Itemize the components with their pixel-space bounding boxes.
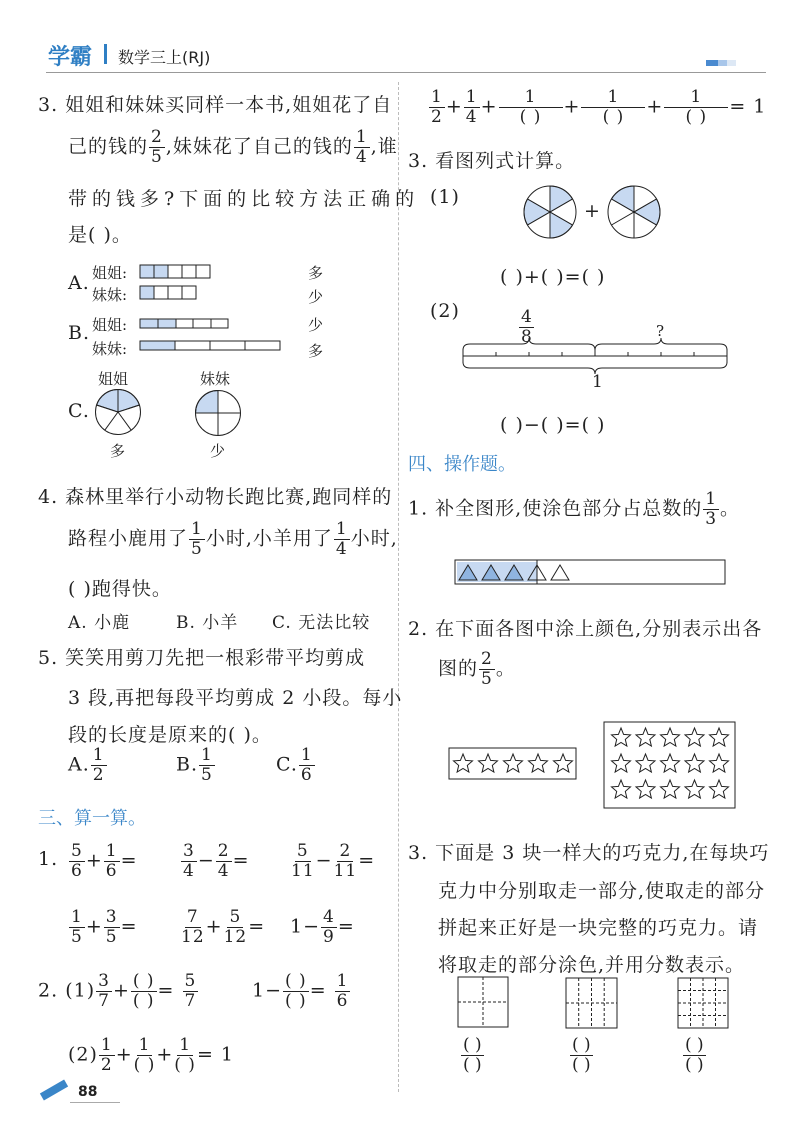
q5-line3: 段的长度是原来的( )。 bbox=[68, 724, 272, 746]
star-shape bbox=[504, 754, 523, 772]
q5-line2: 3 段,再把每段平均剪成 2 小段。每小 bbox=[68, 687, 403, 709]
calc-label: 1. bbox=[38, 848, 59, 870]
brand-logo: 学霸 bbox=[48, 45, 93, 70]
label-more: 多 bbox=[110, 442, 126, 460]
blanks-row-1[interactable]: ( )+( )=( ) bbox=[500, 266, 606, 288]
question-mark: ? bbox=[656, 322, 665, 340]
label-more: 多 bbox=[308, 264, 324, 282]
plus-sign: + bbox=[584, 200, 601, 222]
calc-expression: $\frac{1}{5}$ + $\frac{3}{5}$ = bbox=[71, 907, 138, 947]
blank-input[interactable]: ( ) bbox=[133, 1055, 156, 1075]
star-shape bbox=[454, 754, 473, 772]
blank-input[interactable]: ( ) bbox=[132, 991, 155, 1011]
right-equation: $\frac{1}{2}$ + $\frac{1}{4}$ + $\frac{1}{( )}$ + $\frac{1}{( )}$ + $\frac{1}{( )}$ = 1 bbox=[431, 87, 767, 127]
q4-option-c[interactable]: C. 无法比较 bbox=[272, 613, 371, 633]
star-shape bbox=[710, 780, 729, 798]
q5-option-b[interactable]: B. $\frac{1}{5}$ bbox=[176, 745, 213, 785]
part-2-label: (2) bbox=[430, 300, 460, 322]
calc-expression: 1− $\frac{4}{9}$ = bbox=[290, 907, 355, 947]
q2-2: (2) $\frac{1}{2}$ + $\frac{1}{( )}$ + $\frac{1}{( )}$ = 1 bbox=[68, 1035, 234, 1075]
whole-label: 1 bbox=[592, 372, 603, 392]
part-1-label: (1) bbox=[430, 186, 460, 208]
star-shape bbox=[685, 728, 704, 746]
answer-fraction-3[interactable]: $\frac{( )}{( )}$ bbox=[685, 1035, 704, 1075]
blank-input[interactable]: ( ) bbox=[174, 1055, 196, 1075]
q4-line3: ( )跑得快。 bbox=[68, 578, 172, 600]
label-less: 少 bbox=[308, 288, 324, 306]
calc-expression: $\frac{5}{11}$ − $\frac{2}{11}$ = bbox=[291, 841, 376, 881]
label-meimei: 妹妹: bbox=[92, 340, 128, 358]
section-3-heading: 三、算一算。 bbox=[38, 808, 146, 829]
label-jiejie: 姐姐: bbox=[92, 316, 128, 334]
q4-line2: 路程小鹿用了 $\frac{1}{5}$ 小时,小羊用了 $\frac{1}{4}$ 小时, bbox=[68, 519, 398, 559]
star-shape bbox=[636, 728, 655, 746]
star-shape bbox=[554, 754, 573, 772]
star-shape bbox=[636, 780, 655, 798]
star-shape bbox=[612, 728, 631, 746]
label-less: 少 bbox=[308, 316, 324, 334]
blank-input[interactable]: ( ) bbox=[285, 971, 307, 991]
label-meimei: 妹妹: bbox=[92, 286, 128, 304]
star-shape bbox=[636, 754, 655, 772]
star-shape bbox=[710, 728, 729, 746]
q4-option-a[interactable]: A. 小鹿 bbox=[68, 613, 131, 633]
op3-line1: 3. 下面是 3 块一样大的巧克力,在每块巧 bbox=[408, 842, 770, 864]
q2-1: 2. (1) $\frac{3}{7}$ + $\frac{( )}{( )}$ = $\frac{5}{7}$ bbox=[38, 971, 197, 1011]
book-title: 数学三上(RJ) bbox=[118, 48, 211, 67]
option-b-label[interactable]: B. bbox=[68, 322, 91, 344]
star-shape bbox=[685, 780, 704, 798]
q5-option-a[interactable]: A. $\frac{1}{2}$ bbox=[68, 745, 105, 785]
page-number: 88 bbox=[78, 1084, 98, 1100]
r-q3-heading: 3. 看图列式计算。 bbox=[408, 150, 576, 172]
star-shape bbox=[479, 754, 498, 772]
star-shape bbox=[685, 754, 704, 772]
star-shape bbox=[661, 728, 680, 746]
q4-option-b[interactable]: B. 小羊 bbox=[176, 613, 239, 633]
star-shape bbox=[661, 754, 680, 772]
label-less: 少 bbox=[210, 442, 226, 460]
answer-fraction-1[interactable]: $\frac{( )}{( )}$ bbox=[463, 1035, 482, 1075]
blank-input[interactable]: ( ) bbox=[685, 107, 708, 127]
q2-1b: 1− $\frac{( )}{( )}$ = $\frac{1}{6}$ bbox=[252, 971, 349, 1011]
fraction-4-8: $\frac{4}{8}$ bbox=[521, 307, 532, 347]
calc-expression: $\frac{5}{6}$ + $\frac{1}{6}$ = bbox=[71, 841, 138, 881]
blank-input[interactable]: ( ) bbox=[132, 971, 155, 991]
blank-input[interactable]: ( ) bbox=[285, 991, 307, 1011]
label-jiejie: 姐姐 bbox=[98, 370, 129, 388]
star-shape bbox=[529, 754, 548, 772]
blanks-row-2[interactable]: ( )−( )=( ) bbox=[500, 414, 606, 436]
op2-line1: 2. 在下面各图中涂上颜色,分别表示出各 bbox=[408, 618, 763, 640]
q3-line1: 3. 姐姐和妹妹买同样一本书,姐姐花了自 bbox=[38, 94, 393, 116]
calc-expression: $\frac{3}{4}$ − $\frac{2}{4}$ = bbox=[183, 841, 250, 881]
q4-line1: 4. 森林里举行小动物长跑比赛,跑同样的 bbox=[38, 486, 393, 508]
calc-expression: $\frac{7}{12}$ + $\frac{5}{12}$ = bbox=[181, 907, 266, 947]
blank-input[interactable]: ( ) bbox=[519, 107, 542, 127]
q3-line4: 是( )。 bbox=[68, 224, 132, 246]
op1-text: 1. 补全图形,使涂色部分占总数的 $\frac{1}{3}$ 。 bbox=[408, 489, 741, 529]
option-a-label[interactable]: A. bbox=[68, 272, 90, 294]
star-shape bbox=[612, 754, 631, 772]
label-more: 多 bbox=[308, 342, 324, 360]
option-c-label[interactable]: C. bbox=[68, 400, 90, 422]
answer-fraction-2[interactable]: $\frac{( )}{( )}$ bbox=[572, 1035, 591, 1075]
blank-input[interactable]: ( ) bbox=[602, 107, 625, 127]
star-shape bbox=[710, 754, 729, 772]
q3-line3: 带的钱多?下面的比较方法正确的 bbox=[68, 188, 420, 210]
op3-line4: 将取走的部分涂色,并用分数表示。 bbox=[438, 954, 746, 976]
star-shape bbox=[612, 780, 631, 798]
op3-line2: 克力中分别取走一部分,使取走的部分 bbox=[438, 880, 766, 902]
label-jiejie: 姐姐: bbox=[92, 264, 128, 282]
op2-line2: 图的 $\frac{2}{5}$ 。 bbox=[438, 649, 516, 689]
op3-line3: 拼起来正好是一块完整的巧克力。请 bbox=[438, 917, 759, 939]
section-4-heading: 四、操作题。 bbox=[408, 454, 516, 475]
q5-line1: 5. 笑笑用剪刀先把一根彩带平均剪成 bbox=[38, 647, 366, 669]
q3-line2: 己的钱的 $\frac{2}{5}$ ,妹妹花了自己的钱的 $\frac{1}{4}$ ,谁 bbox=[68, 127, 398, 167]
label-meimei: 妹妹 bbox=[200, 370, 231, 388]
q5-option-c[interactable]: C. $\frac{1}{6}$ bbox=[276, 745, 313, 785]
triangle-shape bbox=[551, 565, 569, 580]
star-shape bbox=[661, 780, 680, 798]
